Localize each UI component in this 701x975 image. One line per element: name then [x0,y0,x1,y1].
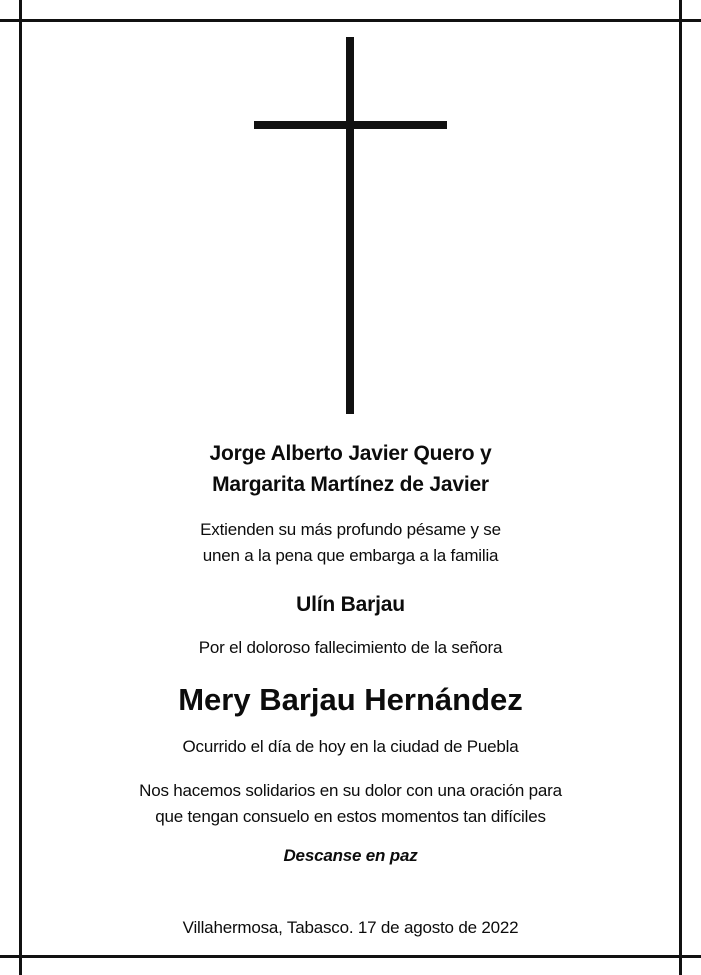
condolence-line-2: unen a la pena que embarga a la familia [202,546,499,565]
deceased-name: Mery Barjau Hernández [178,682,523,717]
frame-bottom-line [0,955,701,958]
condolence-line-1: Extienden su más profundo pésame y se [200,520,501,539]
sender-line-2: Margarita Martínez de Javier [212,473,489,496]
solidarity-line-1: Nos hacemos solidarios en su dolor con una oración para [139,781,562,800]
place-date: Villahermosa, Tabasco. 17 de agosto de 2022 [182,918,519,937]
reason-line: Por el doloroso fallecimiento de la señora [198,638,503,657]
solidarity-line-2: que tengan consuelo en estos momentos tan difíciles [155,807,546,826]
family-name: Ulín Barjau [296,593,405,616]
cross-vertical-bar [346,37,354,414]
farewell-text: Descanse en paz [283,846,418,865]
occurrence-line: Ocurrido el día de hoy en la ciudad de Puebla [182,737,519,756]
frame-top-line [0,19,701,22]
cross-horizontal-bar [254,121,447,129]
sender-line-1: Jorge Alberto Javier Quero y [209,442,492,465]
